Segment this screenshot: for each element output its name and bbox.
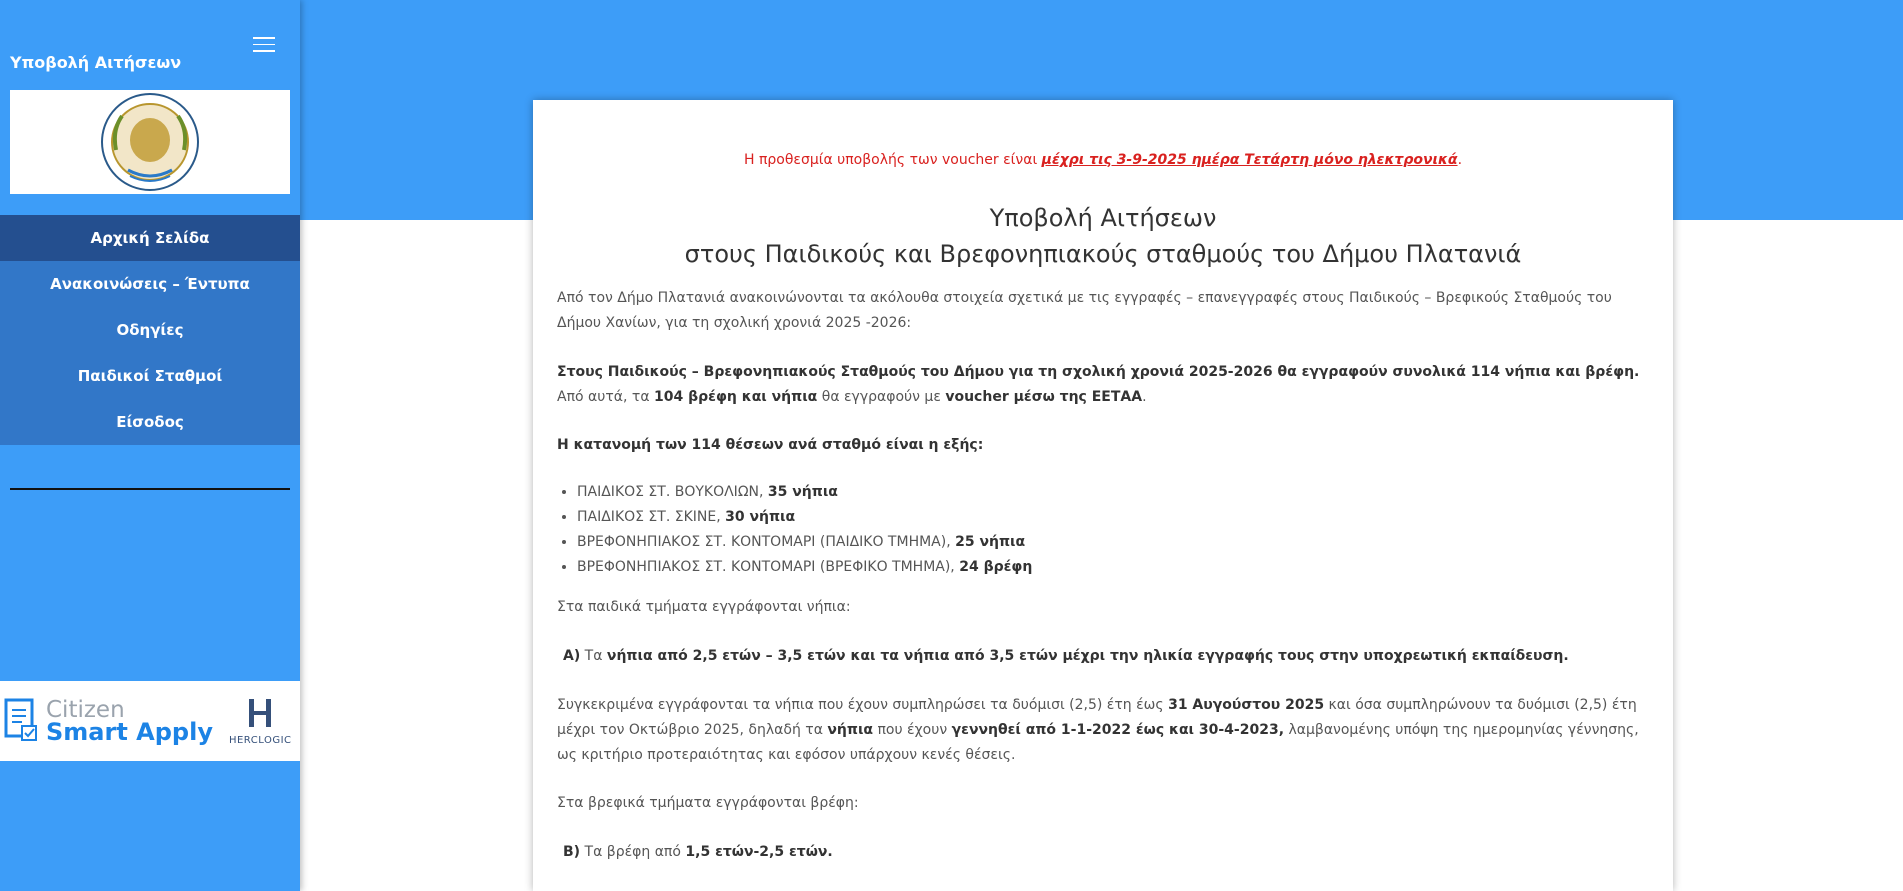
detail-part1: Συγκεκριμένα εγγράφονται τα νήπια που έχουν συμπληρώσει τα δυόμισι (2,5) έτη έως — [557, 697, 1169, 713]
municipality-logo[interactable] — [10, 90, 290, 194]
rule-b-mid: Τα βρέφη από — [580, 844, 686, 860]
nav-item-announcements[interactable]: Ανακοινώσεις – Έντυπα — [50, 275, 250, 293]
page-title — [533, 200, 1673, 272]
enrollment-bold: Στους Παιδικούς – Βρεφονηπιακούς Σταθμούς του Δήμου για τη σχολική χρονιά 2025-2026 θα εγγραφούν συνολικά 114 νήπια και βρέφη. — [557, 364, 1640, 380]
list-item — [577, 505, 1032, 530]
notice-deadline: μέχρι τις 3-9-2025 ημέρα Τετάρτη μόνο ηλεκτρονικά — [1041, 152, 1458, 168]
stations-list — [557, 480, 1032, 580]
nav-item-stations[interactable]: Παιδικοί Σταθμοί — [77, 367, 223, 385]
station-count: 35 νήπια — [767, 484, 838, 500]
station-name: ΒΡΕΦΟΝΗΠΙΑΚΟΣ ΣΤ. ΚΟΝΤΟΜΑΡΙ (ΒΡΕΦΙΚΟ ΤΜΗΜΑ), — [577, 559, 960, 575]
hamburger-menu-icon[interactable] — [253, 37, 275, 53]
rule-a-mid: Τα — [580, 648, 607, 664]
enrollment-mid2: θα εγγραφούν με — [817, 389, 946, 405]
enrollment-voucher: voucher μέσω της ΕΕΤΑΑ — [945, 389, 1143, 405]
site-title[interactable]: Υποβολή Αιτήσεων — [10, 53, 182, 72]
list-item — [577, 555, 1032, 580]
document-check-icon — [4, 698, 40, 744]
kids-rule-a — [563, 644, 1653, 669]
rule-a-bold: νήπια από 2,5 ετών – 3,5 ετών και τα νήπια από 3,5 ετών μέχρι την ηλικία εγγραφής τους στην υποχρεωτική εκπαίδευση. — [606, 648, 1569, 664]
rule-b-label: Β) — [563, 844, 581, 860]
infants-intro: Στα βρεφικά τμήματα εγγράφονται βρέφη: — [557, 795, 859, 811]
page-title-line1: Υποβολή Αιτήσεων — [989, 204, 1217, 232]
nav-item-login[interactable]: Είσοδος — [116, 413, 184, 431]
municipality-seal-icon — [98, 90, 202, 194]
herclogic-h-icon — [247, 697, 273, 729]
infants-rule-b — [563, 840, 1653, 865]
enrollment-count: 104 βρέφη και νήπια — [654, 389, 818, 405]
kids-intro: Στα παιδικά τμήματα εγγράφονται νήπια: — [557, 599, 851, 615]
rule-a-label: Α) — [563, 648, 581, 664]
detail-part3: που έχουν — [873, 722, 952, 738]
station-count: 30 νήπια — [725, 509, 796, 525]
detail-part4: λαμβανομένης υπόψη της ημερομηνίας γέννησης, ως κριτήριο προτεραιότητας και εφόσον υπάρχουν κενές θέσεις. — [557, 722, 1639, 763]
deadline-notice — [533, 152, 1673, 168]
station-count: 25 νήπια — [955, 534, 1026, 550]
kids-detail-paragraph — [557, 693, 1647, 768]
station-name: ΒΡΕΦΟΝΗΠΙΑΚΟΣ ΣΤ. ΚΟΝΤΟΜΑΡΙ (ΠΑΙΔΙΚΟ ΤΜΗΜΑ), — [577, 534, 956, 550]
nav-item-home[interactable]: Αρχική Σελίδα — [0, 215, 300, 261]
list-item — [577, 480, 1032, 505]
detail-bold2: νήπια — [827, 722, 874, 738]
csa-line1: Citizen — [46, 697, 125, 723]
list-item — [577, 530, 1032, 555]
rule-b-bold: 1,5 ετών-2,5 ετών. — [685, 844, 833, 860]
enrollment-paragraph — [557, 360, 1647, 410]
station-name: ΠΑΙΔΙΚΟΣ ΣΤ. ΣΚΙΝΕ, — [577, 509, 726, 525]
detail-bold3: γεννηθεί από 1-1-2022 έως και 30-4-2023, — [951, 722, 1285, 738]
station-name: ΠΑΙΔΙΚΟΣ ΣΤ. ΒΟΥΚΟΛΙΩΝ, — [577, 484, 768, 500]
nav-item-instructions[interactable]: Οδηγίες — [116, 321, 184, 339]
detail-bold1: 31 Αυγούστου 2025 — [1168, 697, 1325, 713]
enrollment-mid1: Από αυτά, τα — [557, 389, 655, 405]
detail-part2: και όσα συμπληρώνουν τα δυόμισι (2,5) έτη μέχρι τον Οκτώβριο 2025, δηλαδή τα — [557, 697, 1637, 738]
sidebar-divider — [10, 488, 290, 490]
content-card — [533, 100, 1673, 891]
citizen-smart-apply-banner[interactable] — [0, 681, 300, 761]
herclogic-logo — [229, 697, 292, 746]
sidebar — [0, 0, 300, 891]
page-title-line2: στους Παιδικούς και Βρεφονηπιακούς σταθμούς του Δήμου Πλατανιά — [684, 240, 1522, 268]
enrollment-end: . — [1142, 389, 1147, 405]
main-navigation — [0, 215, 300, 445]
intro-paragraph: Από τον Δήμο Πλατανιά ανακοινώνονται τα ακόλουθα στοιχεία σχετικά με τις εγγραφές – επανεγγραφές στους Παιδικούς – Βρεφικούς Σταθμούς του Δήμου Χανίων, για τη σχολική χρονιά 2025 -2026: — [557, 290, 1612, 331]
allocation-heading — [557, 433, 1647, 458]
allocation-heading-text: Η κατανομή των 114 θέσεων ανά σταθμό είναι η εξής: — [557, 437, 984, 453]
notice-prefix: Η προθεσμία υποβολής των voucher είναι — [743, 152, 1042, 168]
citizen-smart-apply-logo — [46, 697, 213, 746]
herclogic-label: HERCLOGIC — [228, 734, 292, 746]
notice-suffix: . — [1457, 152, 1463, 168]
csa-line2: Smart Apply — [46, 718, 213, 746]
station-count: 24 βρέφη — [959, 559, 1033, 575]
